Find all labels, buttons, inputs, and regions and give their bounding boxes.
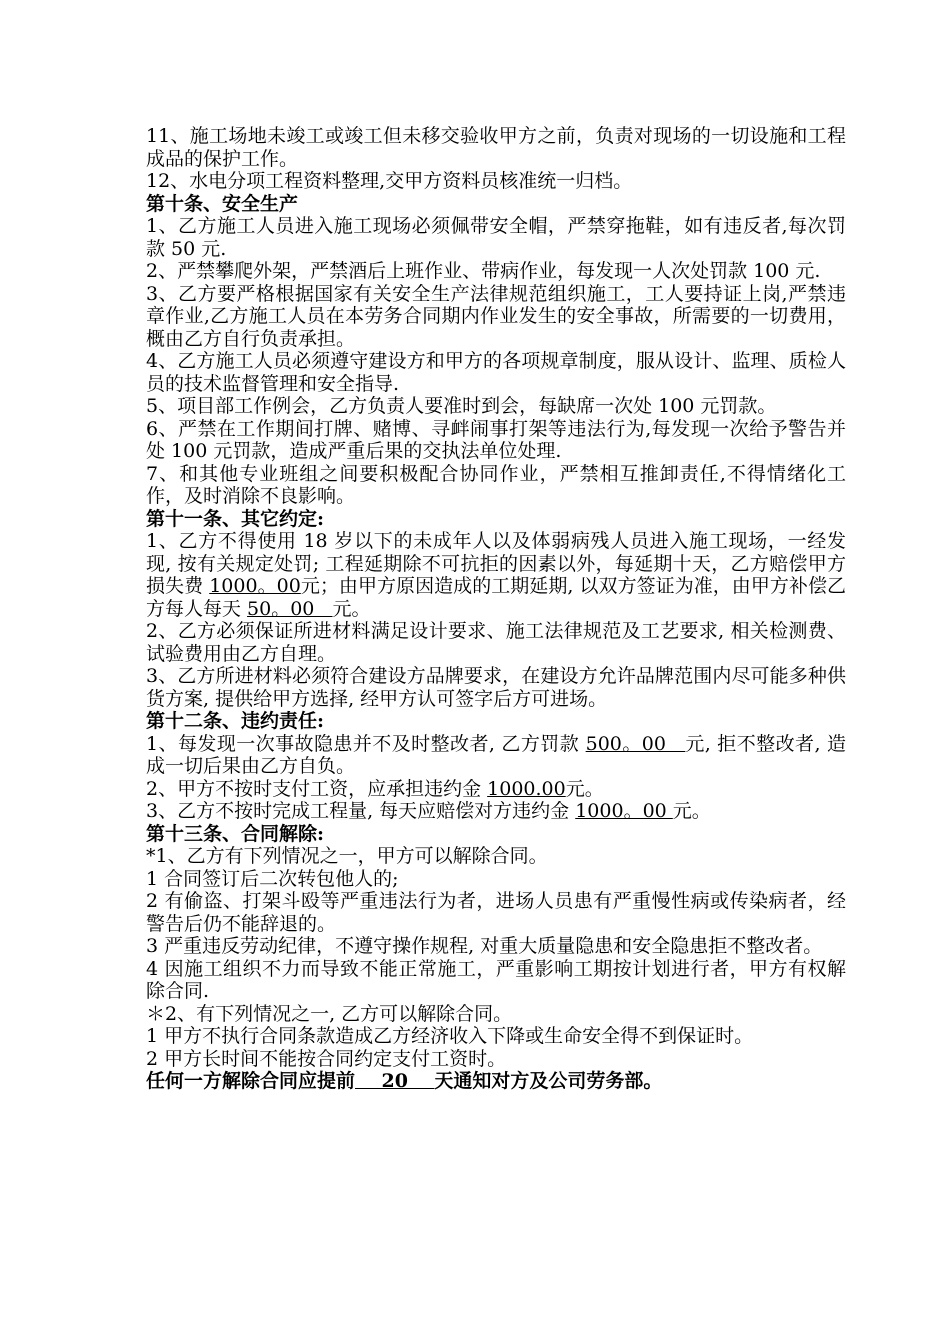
underlined-value: 1000。00	[209, 575, 301, 597]
clause-paragraph	[146, 530, 846, 620]
clause-text: 天通知对方及公司劳务部。	[434, 1070, 663, 1092]
clause-text: 元, 拒不整改者, 造成一切后果由乙方自负。	[146, 732, 846, 777]
underlined-value: 1000。00	[575, 800, 673, 822]
underlined-value: 50。00	[247, 597, 333, 620]
clause-paragraph: 2、乙方必须保证所进材料满足设计要求、施工法律规范及工艺要求, 相关检测费、试验费用由乙方自理。	[146, 620, 846, 665]
clause-paragraph: 1 合同签订后二次转包他人的;	[146, 867, 399, 890]
clause-paragraph: 5、项目部工作例会，乙方负责人要准时到会，每缺席一次处 100 元罚款。	[146, 395, 777, 417]
clause-paragraph: 7、和其他专业班组之间要积极配合协同作业，严禁相互推卸责任,不得情绪化工作，及时消除不良影响。	[146, 462, 846, 507]
clause-paragraph: 2 甲方长时间不能按合同约定支付工资时。	[146, 1047, 507, 1070]
underlined-value: 20	[355, 1070, 435, 1092]
section-heading	[146, 1070, 846, 1093]
section-heading: 第十条、安全生产	[146, 192, 299, 215]
clause-paragraph: 1 甲方不执行合同条款造成乙方经济收入下降或生命安全得不到保证时。	[146, 1025, 754, 1047]
clause-paragraph: 2、严禁攀爬外架，严禁酒后上班作业、带病作业，每发现一人次处罚款 100 元.	[146, 260, 821, 282]
clause-paragraph: 4 因施工组织不力而导致不能正常施工，严重影响工期按计划进行者，甲方有权解除合同.	[146, 957, 846, 1002]
section-heading: 第十一条、其它约定:	[146, 507, 325, 530]
underlined-value: 500。00	[585, 732, 686, 755]
contract-page	[146, 125, 846, 1093]
clause-paragraph: 3、乙方所进材料必须符合建设方品牌要求，在建设方允许品牌范围内尽可能多种供货方案, 提供给甲方选择, 经甲方认可签字后方可进场。	[146, 665, 846, 710]
clause-paragraph: 2 有偷盗、打架斗殴等严重违法行为者，进场人员患有严重慢性病或传染病者，经警告后仍不能辞退的。	[146, 890, 846, 935]
clause-text: 元。	[672, 800, 711, 822]
clause-text: 2、甲方不按时支付工资，应承担违约金	[146, 777, 488, 800]
clause-paragraph: 11、施工场地未竣工或竣工但未移交验收甲方之前，负责对现场的一切设施和工程成品的保护工作。	[146, 125, 846, 170]
clause-text: 任何一方解除合同应提前	[146, 1070, 356, 1092]
clause-paragraph: 4、乙方施工人员必须遵守建设方和甲方的各项规章制度，服从设计、监理、质检人员的技术监督管理和安全指导.	[146, 350, 846, 395]
clause-paragraph: 12、水电分项工程资料整理,交甲方资料员核准统一归档。	[146, 170, 633, 192]
section-heading: 第十三条、合同解除:	[146, 822, 325, 845]
clause-paragraph: ＊2、有下列情况之一, 乙方可以解除合同。	[146, 1002, 513, 1025]
clause-text: 元。	[565, 777, 604, 800]
clause-text: 1、乙方不得使用 18 岁以下的未成年人以及体弱病残人员进入施工现场，一经发现, 按有关规定处罚; 工程延期除不可抗拒的因素以外，每延期十天，乙方赔偿甲方损失费	[146, 530, 846, 597]
section-heading: 第十二条、违约责任:	[146, 710, 325, 732]
clause-paragraph: 3、乙方要严格根据国家有关安全生产法律规范组织施工，工人要持证上岗,严禁违章作业,乙方施工人员在本劳务合同期内作业发生的安全事故，所需要的一切费用，概由乙方自行负责承担。	[146, 282, 846, 350]
clause-paragraph	[146, 800, 846, 823]
clause-text: 3、乙方不按时完成工程量, 每天应赔偿对方违约金	[146, 800, 576, 822]
clause-paragraph: 6、严禁在工作期间打牌、赌博、寻衅闹事打架等违法行为,每发现一次给予警告并处 100 元罚款，造成严重后果的交执法单位处理.	[146, 417, 846, 462]
clause-text: 元；由甲方原因造成的工期延期, 以双方签证为准，由甲方补偿乙方每人每天	[146, 575, 846, 620]
clause-paragraph: 1、乙方施工人员进入施工现场必须佩带安全帽，严禁穿拖鞋，如有违反者,每次罚款 50 元.	[146, 215, 846, 260]
clause-paragraph: 3 严重违反劳动纪律，不遵守操作规程, 对重大质量隐患和安全隐患拒不整改者。	[146, 935, 823, 957]
clause-paragraph	[146, 733, 846, 778]
clause-paragraph: *1、乙方有下列情况之一，甲方可以解除合同。	[146, 845, 548, 867]
clause-text: 1、每发现一次事故隐患并不及时整改者, 乙方罚款	[146, 732, 586, 755]
underlined-value: 1000.00	[487, 777, 566, 800]
clause-text: 元。	[332, 597, 371, 620]
clause-paragraph	[146, 778, 846, 801]
